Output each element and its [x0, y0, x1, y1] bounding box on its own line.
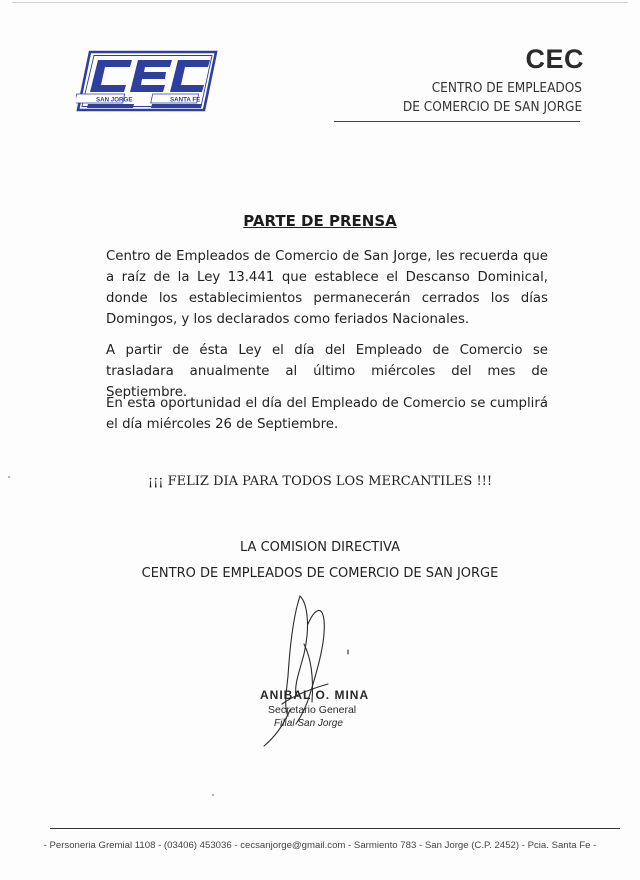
scan-speck — [212, 794, 214, 796]
body-paragraph-1: Centro de Empleados de Comercio de San Jorge, les recuerda que a raíz de la Ley 13.441 que establece el Descanso Dominical, donde los establecimientos permanecerán cerrados los días Domingos, y los declarados como feriados Nacionales. — [106, 249, 548, 327]
stamp-branch: Filial San Jorge — [274, 718, 343, 729]
logo-santa-fe-label: SANTA FE — [170, 96, 201, 104]
header-acronym: CEC — [525, 44, 584, 74]
body-paragraph-3: En esta oportunidad el día del Empleado de Comercio se cumplirá el día miércoles 26 de Septiembre. — [106, 396, 548, 432]
logo-san-jorge-label: SAN JORGE — [96, 96, 133, 104]
body-paragraph-2: A partir de ésta Ley el día del Empleado de Comercio se trasladara anualmente al último miércoles del mes de Septiembre. — [106, 343, 548, 400]
footer-contact-info: - Personeria Gremial 1108 - (03406) 453036 - cecsanjorge@gmail.com - Sarmiento 783 - San Jorge (C.P. 2452) - Pcia. Santa Fe - — [43, 840, 597, 851]
slogan-line: ¡¡¡ FELIZ DIA PARA TODOS LOS MERCANTILES !!! — [147, 474, 493, 489]
stamp-signer-role: Secretario General — [268, 704, 357, 716]
scan-speck — [8, 476, 10, 478]
cec-logo — [76, 50, 218, 112]
header-org-line2: DE COMERCIO DE SAN JORGE — [402, 99, 582, 115]
top-border-line — [12, 2, 628, 3]
footer-rule — [50, 828, 620, 829]
header-underline — [334, 121, 580, 122]
header-org-line1: CENTRO DE EMPLEADOS — [431, 80, 582, 96]
signoff-commission: LA COMISION DIRECTIVA — [240, 540, 400, 555]
press-release-title: PARTE DE PRENSA — [243, 212, 397, 230]
stamp-signer-name: ANIBAL O. MINA — [260, 688, 370, 702]
signoff-organization: CENTRO DE EMPLEADOS DE COMERCIO DE SAN JORGE — [141, 566, 499, 581]
